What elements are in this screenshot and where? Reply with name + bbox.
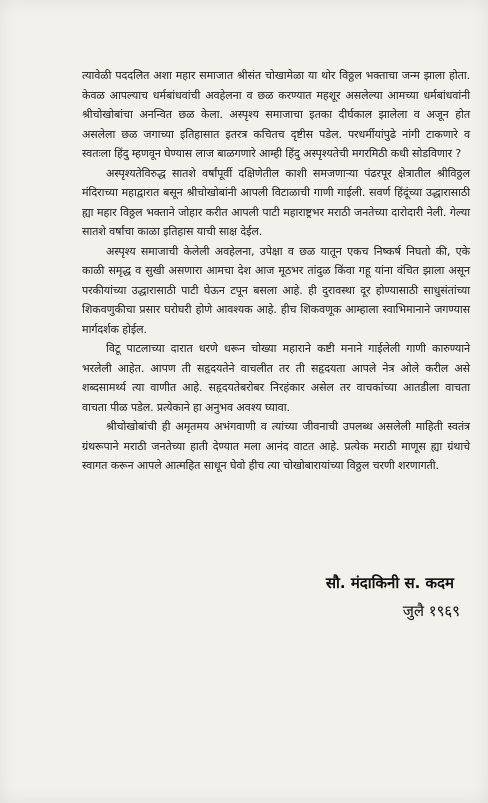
author-signature: सौ. मंदाकिनी स. कदम — [325, 574, 454, 592]
paragraph-4: विटू पाटलाच्या दारात धरणे धरून चोख्या महाराने कष्टी मनाने गाईलेली गाणी कारुण्याने भरलेली आहेत. आपण ती सहृदयतेने वाचलीत तर ती सहृदयता आपले नेत्र ओले करील असे शब्दसामर्थ्य त्या वाणीत आहे. सहृदयतेबरोबर निरहंकार असेल तर वाचकांच्या आतडीला वाचता वाचता पीळ पडेल. प्रत्येकाने हा अनुभव अवश्य घ्यावा. — [82, 342, 470, 414]
body-text — [82, 66, 470, 476]
date-line: जुलै १९६९ — [402, 602, 460, 620]
paragraph-5: श्रीचोखोबांची ही अमृतमय अभंगवाणी व त्यांच्या जीवनाची उपलब्ध असलेली माहिती स्वतंत्र ग्रंथरूपाने मराठी जनतेच्या हाती देण्यात मला आनंद वाटत आहे. प्रत्येक मराठी माणूस ह्या ग्रंथाचे स्वागत करून आपले आत्महित साधून घेवो हीच त्या चोखोबारायांच्या विठ्ठल चरणी शरणागती. — [82, 420, 470, 472]
paragraph-2: अस्पृश्यतेविरुद्ध सातशे वर्षांपूर्वी दक्षिणेतील काशी समजणाऱ्या पंढरपूर क्षेत्रातील श्रीविठ्ठल मंदिराच्या महाद्वारात बसून श्रीचोखोबांनी आपली विटाळाची गाणी गाईली. सवर्ण हिंदूंच्या उद्धारासाठी ह्या महार विठ्ठल भक्ताने जोहार करीत आपली पाटी महाराष्ट्रभर मराठी जनतेच्या दारोदारी नेली. गेल्या सातशे वर्षांचा काळा इतिहास याची साक्ष देईल. — [82, 166, 470, 238]
paragraph-3: अस्पृश्य समाजाची केलेली अवहेलना, उपेक्षा व छळ यातून एकच निष्कर्ष निघतो की, एके काळी समृद्ध व सुखी असणारा आमचा देश आज मूठभर तांदुळ किंवा गहू यांना वंचित झाला असून परकीयांच्या उद्धारासाठी पाटी घेऊन टपून बसला आहे. ही दुरावस्था दूर होण्यासाठी साधुसंतांच्या शिकवणुकीचा प्रसार घरोघरी होणे आवश्यक आहे. हीच शिकवणूक आम्हाला स्वाभिमानाने जगण्यास मार्गदर्शक होईल. — [82, 244, 470, 336]
paragraph-1: त्यावेळी पददलित अशा महार समाजात श्रीसंत चोखामेळा या थोर विठ्ठल भक्ताचा जन्म झाला होता. केवळ आपल्याच धर्मबांधवांची अवहेलना व छळ करण्यात महशूर असलेल्या आमच्या धर्मबांधवांनी श्रीचोखोबांचा अनन्वित छळ केला. अस्पृश्य समाजाचा इतका दीर्घकाल झालेला व अजून होत असलेला छळ जगाच्या इतिहासात इतरत्र कचितच दृष्टीस पडेल. परधर्मीयांपुढे नांगी टाकणारे व स्वतःला हिंदु म्हणवून घेण्यास लाज बाळगणारे आम्ही हिंदु अस्पृश्यतेची मगरमिठी कधी सोडविणार ? — [82, 69, 470, 160]
